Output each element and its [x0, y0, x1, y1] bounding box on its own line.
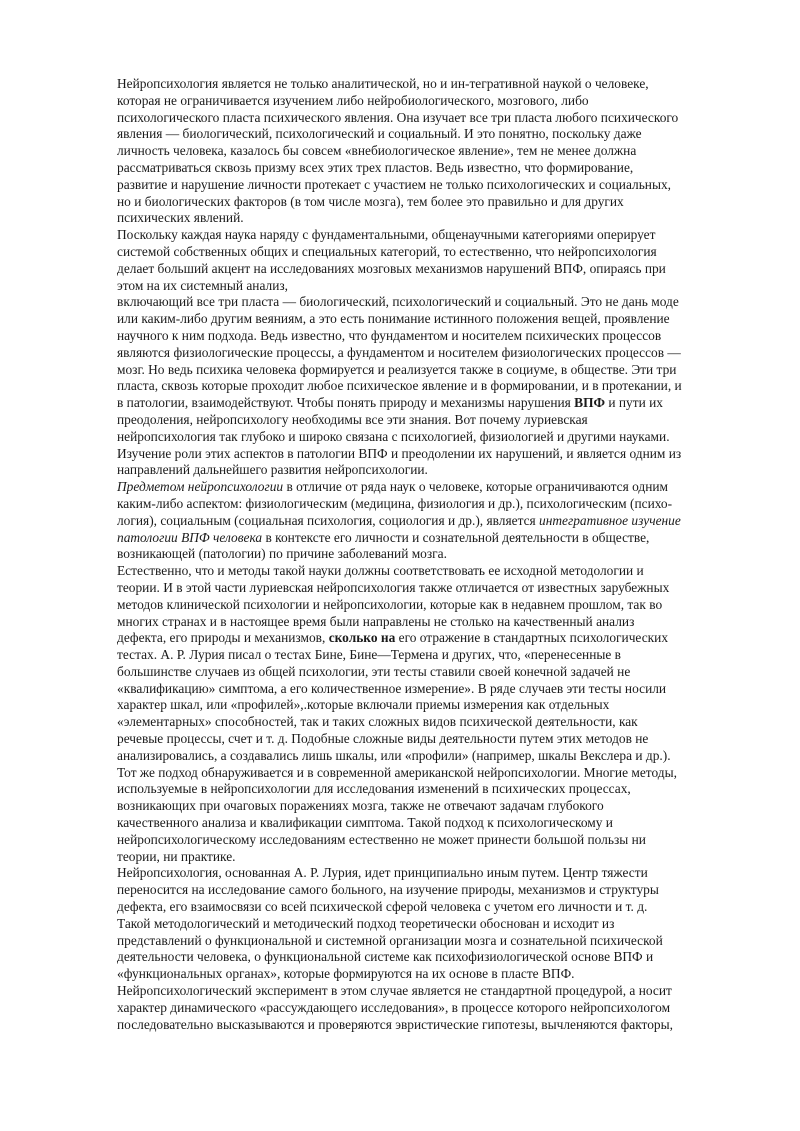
text-run: Нейропсихология, основанная А. Р. Лурия, идет принципиально иным путем. Центр тяжести	[117, 865, 648, 881]
text-line	[117, 462, 740, 479]
text-line	[117, 798, 740, 815]
text-line	[117, 1000, 740, 1017]
text-run: Поскольку каждая наука наряду с фундаментальными, общенаучными категориями оперирует	[117, 227, 656, 243]
text-run: делает больший акцент на исследованиях мозговых механизмов нарушений ВПФ, опираясь при	[117, 260, 666, 276]
text-line	[117, 126, 740, 143]
text-run: развитие и нарушение личности протекает с участием не только психологических и социальных,	[117, 176, 672, 192]
text-run: или каким-либо другим веяниям, а это есть понимание истинного положения вещей, проявление	[117, 311, 670, 327]
text-run: Нейропсихология является не только аналитической, но и ин-тегративной наукой о человеке,	[117, 76, 649, 91]
text-run: Нейропсихологический эксперимент в этом случае является не стандартной процедурой, а носит	[117, 983, 672, 999]
text-line	[117, 949, 740, 966]
text-run: которая не ограничивается изучением либо нейробиологического, мозгового, либо	[117, 92, 589, 108]
text-run: качественного анализа и квалификации симптома. Такой подход к психологическому и	[117, 815, 613, 831]
text-run: преодоления, нейропсихологу необходимы все эти знания. Вот почему луриевская	[117, 411, 588, 427]
text-line	[117, 210, 740, 227]
text-line	[117, 328, 740, 345]
text-run: возникающей (патологии) по причине заболеваний мозга.	[117, 546, 447, 562]
text-line	[117, 227, 740, 244]
text-run: в патологии, взаимодействуют. Чтобы понять природу и механизмы нарушения	[117, 395, 575, 411]
italic-text: Предметом нейропсихологии	[117, 479, 284, 495]
italic-text: патологии ВПФ человека	[117, 529, 263, 545]
text-line	[117, 748, 740, 765]
paragraph	[117, 76, 740, 227]
bold-text: ВПФ	[574, 395, 606, 411]
text-line	[117, 177, 740, 194]
text-line	[117, 630, 740, 647]
text-run: дефекта, его природы и механизмов,	[117, 630, 329, 646]
text-run: психических явлений.	[117, 210, 244, 226]
text-run: теории, ни практике.	[117, 848, 236, 864]
text-line	[117, 110, 740, 127]
text-run: научного к ним подхода. Ведь известно, что фундаментом и носителем психических процессов	[117, 327, 662, 343]
text-run: «функциональных органах», которые формируются на их основе в пласте ВПФ.	[117, 966, 575, 982]
text-run: являются физиологические процессы, а фундаментом и носителем физиологических процессов —	[117, 344, 681, 360]
text-run: деятельности человека, о функциональной системе как психофизиологической основе ВПФ и	[117, 949, 654, 965]
text-line	[117, 983, 740, 1000]
text-run: представлений о функциональной и системной организации мозга и сознательной психической	[117, 932, 663, 948]
text-line	[117, 681, 740, 698]
text-run: используемые в нейропсихологии для исследования изменений в психических процессах,	[117, 781, 631, 797]
text-line	[117, 664, 740, 681]
paragraph	[117, 865, 740, 983]
text-line	[117, 160, 740, 177]
text-run: но и биологических факторов (в том числе мозга), тем более это правильно и для других	[117, 193, 624, 209]
text-line	[117, 76, 740, 93]
text-run: личность человека, казалось бы совсем «внебиологическое явление», тем не менее должна	[117, 143, 637, 159]
text-run: явления — биологический, психологический и социальный. И это понятно, поскольку даже	[117, 126, 642, 142]
text-run: «квалификацию» симптома, а его количественное измерение». В ряде случаев эти тесты носили	[117, 680, 667, 696]
text-run: характер динамического «рассуждающего исследования», в процессе которого нейропсихологом	[117, 999, 671, 1015]
text-run: возникающих при очаговых поражениях мозга, также не отвечают задачам глубокого	[117, 798, 604, 814]
paragraph	[117, 294, 740, 479]
bold-text: сколько на	[328, 630, 396, 646]
text-run: в отличие от ряда наук о человеке, которые ограничиваются одним	[283, 479, 669, 495]
text-line	[117, 378, 740, 395]
italic-text: интегративное изучение	[539, 512, 681, 528]
text-line	[117, 882, 740, 899]
text-run: психологического пласта психического явления. Она изучает все три пласта любого психического	[117, 109, 679, 125]
text-line	[117, 93, 740, 110]
text-line	[117, 496, 740, 513]
text-run: тестах. А. Р. Лурия писал о тестах Бине, Бине—Термена и других, что, «перенесенные в	[117, 647, 621, 663]
text-line	[117, 446, 740, 463]
text-line	[117, 647, 740, 664]
text-run: Естественно, что и методы такой науки должны соответствовать ее исходной методологии и	[117, 563, 644, 579]
text-run: «элементарных» способностей, так и таких сложных видов психической деятельности, как	[117, 714, 638, 730]
text-run: большинстве случаев из общей психологии, эти тесты ставили своей конечной задачей не	[117, 663, 631, 679]
text-line	[117, 614, 740, 631]
text-run: нейропсихологическому исследованиям естественно не может принести большой пользы ни	[117, 831, 646, 847]
text-line	[117, 580, 740, 597]
text-line	[117, 278, 740, 295]
paragraph	[117, 983, 740, 1033]
text-line	[117, 395, 740, 412]
text-line	[117, 513, 740, 530]
paragraph	[117, 479, 740, 563]
paragraph	[117, 227, 740, 294]
text-line	[117, 697, 740, 714]
paragraph	[117, 563, 740, 865]
text-run: этом на их системный анализ,	[117, 277, 289, 293]
text-line	[117, 1017, 740, 1034]
text-line	[117, 714, 740, 731]
text-run: анализировались, а создавались лишь шкалы, или «профили» (например, шкалы Векслера и др.).	[117, 747, 671, 763]
text-line	[117, 244, 740, 261]
text-run: логия), социальным (социальная психология, социология и др.), является	[117, 512, 540, 528]
text-run: и пути их	[605, 395, 663, 411]
text-run: дефекта, его взаимосвязи со всей психической сферой человека с учетом его личности и т. д.	[117, 899, 648, 915]
text-run: системой собственных общих и специальных категорий, то естественно, что нейропсихология	[117, 243, 657, 259]
text-line	[117, 865, 740, 882]
text-run: переносится на исследование самого больного, на изучение природы, механизмов и структуры	[117, 882, 659, 898]
text-line	[117, 345, 740, 362]
text-line	[117, 849, 740, 866]
text-run: методов клинической психологии и нейропсихологии, которые как в недавнем прошлом, так во	[117, 596, 663, 612]
text-run: включающий все три пласта — биологический, психологический и социальный. Это не дань моде	[117, 294, 679, 310]
text-line	[117, 530, 740, 547]
text-line	[117, 429, 740, 446]
text-line	[117, 815, 740, 832]
text-line	[117, 731, 740, 748]
text-run: рассматриваться сквозь призму всех этих трех пластов. Ведь известно, что формирование,	[117, 159, 634, 175]
text-line	[117, 479, 740, 496]
text-run: в контексте его личности и сознательной деятельности в обществе,	[262, 529, 650, 545]
text-line	[117, 966, 740, 983]
text-run: Такой методологический и методический подход теоретически обоснован и исходит из	[117, 915, 615, 931]
text-line	[117, 294, 740, 311]
text-line	[117, 261, 740, 278]
text-run: Тот же подход обнаруживается и в современной американской нейропсихологии. Многие методы,	[117, 764, 677, 780]
text-run: теории. И в этой части луриевская нейропсихология также отличается от известных зарубежных	[117, 579, 670, 595]
text-line	[117, 143, 740, 160]
text-run: каким-либо аспектом: физиологическим (медицина, физиология и др.), психологическим (психо-	[117, 495, 673, 511]
text-run: направлений дальнейшего развития нейропсихологии.	[117, 462, 428, 478]
text-run: речевые процессы, счет и т. д. Подобные сложные виды деятельности путем этих методов не	[117, 731, 649, 747]
text-line	[117, 781, 740, 798]
text-line	[117, 412, 740, 429]
text-run: нейропсихология так глубоко и широко связана с психологией, физиологией и другими науками.	[117, 428, 670, 444]
text-line	[117, 546, 740, 563]
text-run: Изучение роли этих аспектов в патологии ВПФ и преодолении их нарушений, и является одним из	[117, 445, 682, 461]
text-run: мозг. Но ведь психика человека формируется и реализуется также в социуме, в обществе. Эти три	[117, 361, 677, 377]
text-line	[117, 362, 740, 379]
text-run: его отражение в стандартных психологических	[395, 630, 669, 646]
text-line	[117, 832, 740, 849]
text-line	[117, 933, 740, 950]
text-line	[117, 311, 740, 328]
text-line	[117, 916, 740, 933]
text-line	[117, 765, 740, 782]
text-run: пласта, сквозь которые проходит любое психическое явление и в формировании, и в протекании, и	[117, 378, 682, 394]
text-line	[117, 899, 740, 916]
text-line	[117, 563, 740, 580]
text-line	[117, 194, 740, 211]
text-run: последовательно высказываются и проверяются эвристические гипотезы, вычленяются факторы,	[117, 1016, 673, 1032]
text-line	[117, 597, 740, 614]
text-run: характер шкал, или «профилей»,.которые включали приемы измерения как отдельных	[117, 697, 610, 713]
text-run: многих странах и в настоящее время были направлены не столько на качественный анализ	[117, 613, 635, 629]
